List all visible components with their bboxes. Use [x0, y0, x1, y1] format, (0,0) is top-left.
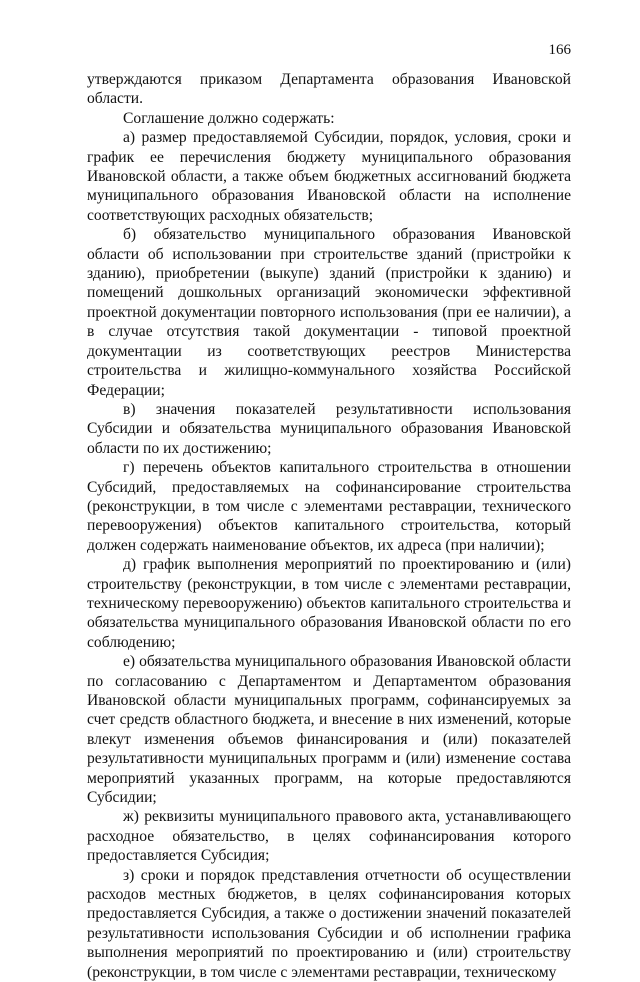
paragraph-item-z: з) сроки и порядок представления отчетности об осуществлении расходов местных бюджетов, в целях софинансирования которых предоставляется Субсидия, а также о достижении значений показателей результативности использования Субсидии и об исполнении графика выполнения мероприятий по проектированию и (или) строительству (реконструкции, в том числе с элементами реставрации, техническому: [87, 866, 571, 981]
paragraph-continuation: утверждаются приказом Департамента образования Ивановской области.: [87, 71, 571, 108]
paragraph-item-v: в) значения показателей результативности использования Субсидии и обязательства муниципального образования Ивановской области по их достижению;: [87, 400, 571, 457]
paragraph-item-e: е) обязательства муниципального образования Ивановской области по согласованию с Департаментом и Департаментом образования Ивановской области муниципальных программ, софинансируемых за счет средств областного бюджета, и внесение в них изменений, которые влекут изменения объемов финансирования и (или) показателей результативности муниципальных программ и (или) изменение состава мероприятий указанных программ, на которые предоставляются Субсидии;: [87, 653, 571, 807]
document-page: [87, 0, 571, 981]
paragraph-item-zh: ж) реквизиты муниципального правового акта, устанавливающего расходное обязательство, в целях софинансирования которого предоставляется Субсидия;: [87, 808, 571, 865]
paragraph-item-d: д) график выполнения мероприятий по проектированию и (или) строительству (реконструкции, в том числе с элементами реставрации, техническому перевооружению) объектов капитального строительства и обязательства муниципального образования Ивановской области по его соблюдению;: [87, 556, 571, 651]
paragraph-agreement-intro: Соглашение должно содержать:: [123, 109, 335, 127]
paragraph-item-a: а) размер предоставляемой Субсидии, порядок, условия, сроки и график ее перечисления бюджету муниципального образования Ивановской области, а также объем бюджетных ассигнований бюджета муниципального образования Ивановской области на исполнение соответствующих расходных обязательств;: [87, 129, 571, 224]
paragraph-item-b: б) обязательство муниципального образования Ивановской области об использовании при строительстве зданий (пристройки к зданию), приобретении (выкупе) зданий (пристройки к зданию) и помещений дошкольных организаций экономически эффективной проектной документации повторного использования (при ее наличии), а в случае отсутствия такой документации - типовой проектной документации из соответствующих реестров Министерства строительства и жилищно-коммунального хозяйства Российской Федерации;: [87, 226, 571, 399]
paragraph-item-g: г) перечень объектов капитального строительства в отношении Субсидий, предоставляемых на софинансирование строительства (реконструкции, в том числе с элементами реставрации, технического перевооружения) объектов капитального строительства, который должен содержать наименование объектов, их адреса (при наличии);: [87, 459, 571, 554]
page-number: 166: [548, 42, 571, 58]
document-body: [87, 70, 571, 982]
